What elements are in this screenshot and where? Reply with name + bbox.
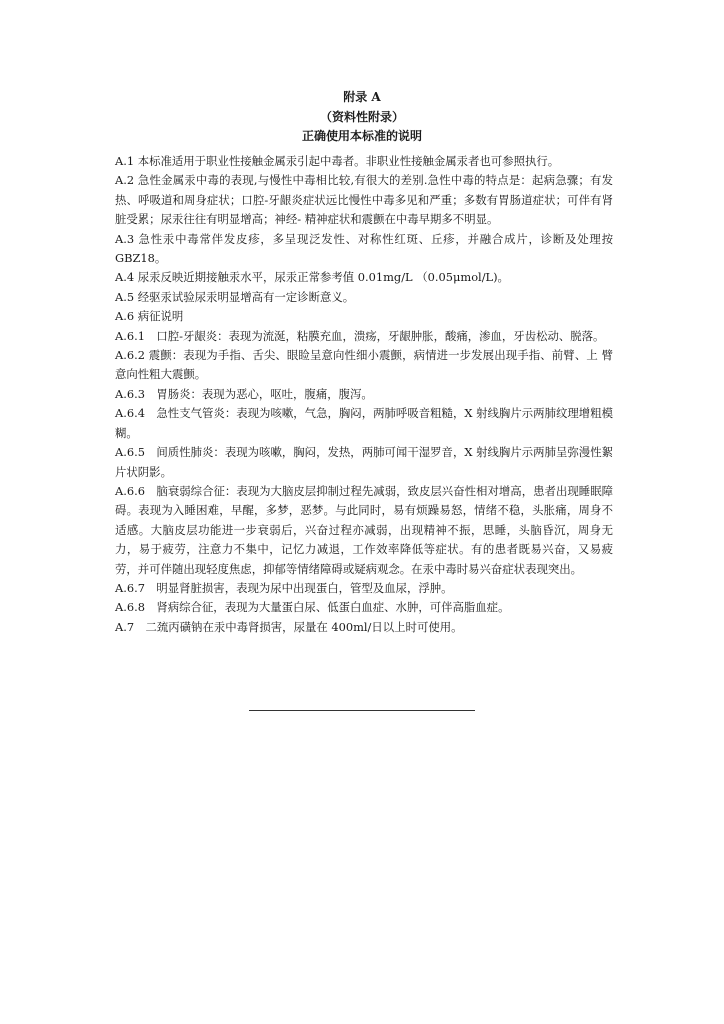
paragraph-a6-3: A.6.3 胃肠炎：表现为恶心，呕吐，腹痛，腹泻。 (115, 386, 373, 401)
document-body (115, 152, 613, 637)
appendix-type: （资料性附录） (319, 109, 404, 124)
appendix-title: 正确使用本标准的说明 (301, 129, 422, 143)
appendix-header (0, 88, 724, 147)
paragraph-a6: A.6 病征说明 (115, 309, 184, 324)
paragraph-a6-6: A.6.6 脑衰弱综合征：表现为大脑皮层抑制过程先减弱，致皮层兴奋性相对增高，患者出现睡眠障碍。表现为入睡困难，早醒，多梦，恶梦。与此同时，易有烦躁易怒，情绪不稳，头胀痛，周身不适感。大脑皮层功能进一步衰弱后，兴奋过程亦减弱，出现精神不振，思睡，头脑昏沉，周身无力，易于疲劳，注意力不集中，记忆力减退，工作效率降低等症状。有的患者既易兴奋，又易疲劳，并可伴随出现轻度焦虑，抑郁等情绪障碍或疑病观念。在汞中毒时易兴奋症状表现突出。 (115, 483, 613, 576)
paragraph-a5: A.5 经驱汞试验尿汞明显增高有一定诊断意义。 (115, 289, 355, 304)
paragraph-a1: A.1 本标准适用于职业性接触金属汞引起中毒者。非职业性接触金属汞者也可参照执行。 (115, 154, 560, 168)
end-rule (249, 710, 475, 711)
paragraph-a7: A.7 二巯丙磺钠在汞中毒肾损害，尿量在 400ml/日以上时可使用。 (115, 619, 463, 634)
paragraph-a3: A.3 急性汞中毒常伴发皮疹，多呈现泛发性、对称性红斑、丘疹，并融合成片，诊断及处理按 GBZ18。 (115, 231, 613, 266)
paragraph-a6-4: A.6.4 急性支气管炎：表现为咳嗽，气急，胸闷，两肺呼吸音粗糙，X 射线胸片示两肺纹理增粗模糊。 (115, 406, 613, 440)
paragraph-a2: A.2 急性金属汞中毒的表现,与慢性中毒相比较,有很大的差别.急性中毒的特点是：起病急骤；有发热、呼吸道和周身症状；口腔-牙龈炎症状远比慢性中毒多见和严重；多数有胃肠道症状；可伴有肾脏受累；尿汞往往有明显增高；神经- 精神症状和震颤在中毒早期多不明显。 (115, 173, 613, 227)
paragraph-a4: A.4 尿汞反映近期接触汞水平，尿汞正常参考值 0.01mg/L （0.05μmol/L)。 (115, 270, 509, 285)
paragraph-a6-2: A.6.2 震颤：表现为手指、舌尖、眼睑呈意向性细小震颤，病情进一步发展出现手指、前臂、上 臂意向性粗大震颤。 (115, 348, 613, 382)
paragraph-a6-5: A.6.5 间质性肺炎：表现为咳嗽，胸闷，发热，两肺可闻干湿罗音，X 射线胸片示两肺呈弥漫性絮片状阴影。 (115, 445, 613, 479)
appendix-label: 附录 A (343, 90, 381, 104)
paragraph-a6-7: A.6.7 明显肾脏损害，表现为尿中出现蛋白，管型及血尿，浮肿。 (115, 580, 453, 595)
paragraph-a6-8: A.6.8 肾病综合征，表现为大量蛋白尿、低蛋白血症、水肿，可伴高脂血症。 (115, 600, 510, 615)
paragraph-a6-1: A.6.1 口腔-牙龈炎：表现为流涎，粘膜充血，溃疡，牙龈肿胀，酸痛，渗血，牙齿松动、脱落。 (115, 328, 605, 343)
